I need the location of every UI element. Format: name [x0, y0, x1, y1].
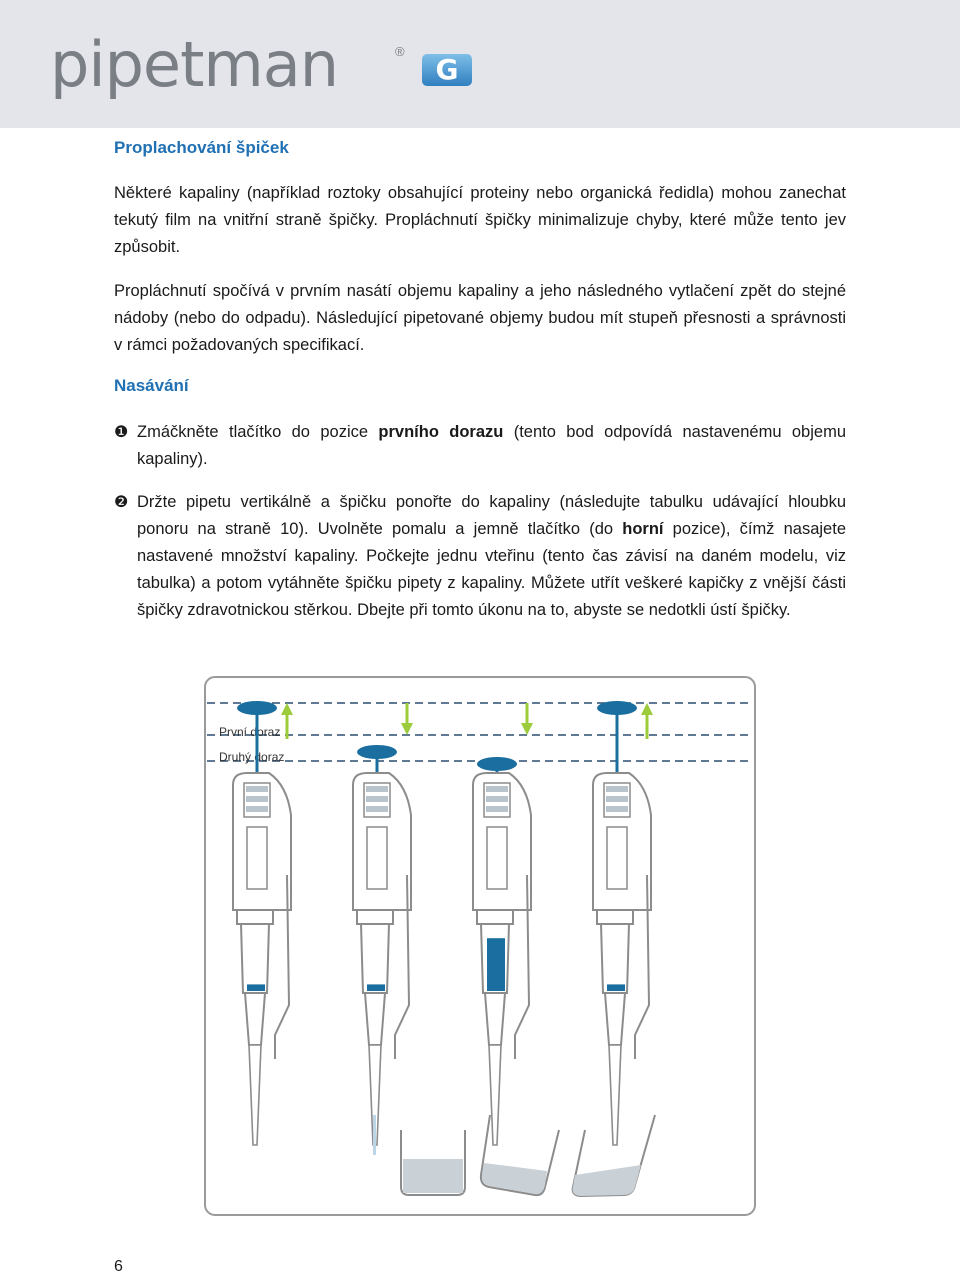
step-2-marker: ❷ [114, 494, 129, 511]
page-number: 6 [114, 1258, 123, 1275]
collar [597, 910, 633, 924]
paragraph-flushing-intro: Některé kapaliny (například roztoky obsahující proteiny nebo organická ředidla) mohou zanechat tekutý film na vnitřní straně špičky. Propláchnutí špičky minimalizuje chyby, které může tento jev způsobit. [114, 184, 846, 256]
piston-liquid [487, 938, 505, 991]
display-digit [366, 806, 388, 812]
page-header [0, 0, 960, 128]
display-digit [246, 796, 268, 802]
piston-liquid [247, 984, 265, 991]
tip-liquid [373, 1115, 376, 1155]
paragraph-flushing-method: Propláchnutí spočívá v prvním nasátí objemu kapaliny a jeho následného vytlačení zpět do stejné nádoby (nebo do odpadu). Následující pipetované objemy budou mít stupeň přesnosti a správnosti v rámci požadovaných specifikací. [114, 282, 846, 354]
beaker-liquid [403, 1159, 463, 1193]
collar [237, 910, 273, 924]
collar [357, 910, 393, 924]
lower-shaft [601, 924, 629, 993]
display-digit [366, 796, 388, 802]
display-digit [486, 806, 508, 812]
section-title-aspiration: Nasávání [114, 376, 189, 395]
logo-wordmark: pipetman [50, 28, 339, 101]
logo-badge: G [422, 54, 472, 86]
collar [477, 910, 513, 924]
nozzle [245, 993, 265, 1045]
nozzle [365, 993, 385, 1045]
pipetting-diagram [203, 675, 757, 1217]
lower-shaft [241, 924, 269, 993]
step-1-marker: ❶ [114, 424, 129, 441]
second-stop-label: Druhý doraz [219, 750, 285, 764]
plunger-button [477, 757, 517, 771]
display-digit [246, 806, 268, 812]
first-stop-label: První doraz [219, 725, 281, 739]
list-item-step-2 [114, 489, 846, 624]
section-title-flushing: Proplachování špiček [114, 138, 289, 157]
plunger-button [237, 701, 277, 715]
piston-liquid [607, 984, 625, 991]
display-digit [606, 786, 628, 792]
display-digit [486, 796, 508, 802]
nozzle [485, 993, 505, 1045]
plunger-button [357, 745, 397, 759]
step-2-text: Držte pipetu vertikálně a špičku ponořte do kapaliny (následujte tabulku udávající hloubku ponoru na straně 10). Uvolněte pomalu a jemně tlačítko (do horní pozice), čímž nasajete nastavené množství kapaliny. Počkejte jednu vteřinu (tento čas závisí na daném modelu, viz tabulka) a potom vytáhněte špičku pipety z kapaliny. Můžete utřít veškeré kapičky z vnější části špičky zdravotnickou stěrkou. Dbejte při tomto úkonu na to, abyste se nedotkli ústí špičky. [137, 493, 846, 619]
lower-shaft [361, 924, 389, 993]
display-digit [246, 786, 268, 792]
plunger-button [597, 701, 637, 715]
pipetman-logo [50, 28, 459, 101]
step-1-text: Zmáčkněte tlačítko do pozice prvního dorazu (tento bod odpovídá nastavenému objemu kapaliny). [137, 423, 846, 468]
logo-registered-mark: ® [395, 44, 405, 59]
display-digit [606, 796, 628, 802]
nozzle [605, 993, 625, 1045]
display-digit [486, 786, 508, 792]
list-item-step-1 [114, 419, 846, 473]
display-digit [366, 786, 388, 792]
piston-liquid [367, 984, 385, 991]
display-digit [606, 806, 628, 812]
